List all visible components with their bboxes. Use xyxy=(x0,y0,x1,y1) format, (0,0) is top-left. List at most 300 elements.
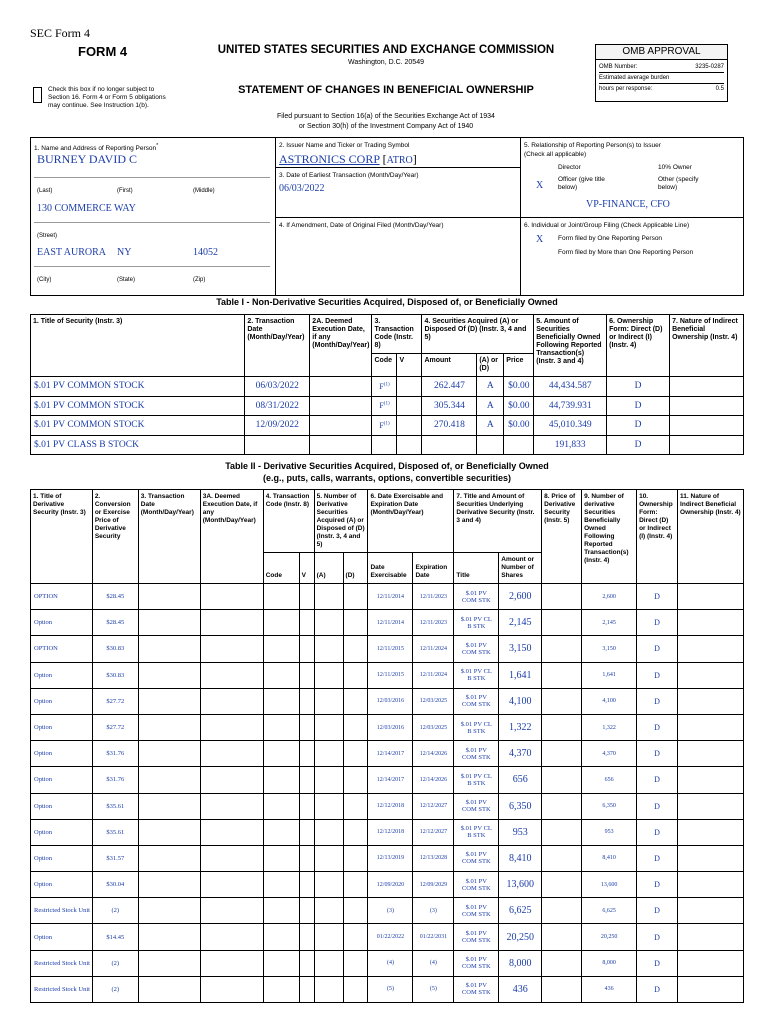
underlying-title: $.01 PV CL B STK xyxy=(454,662,499,688)
amount-owned: 44,739.931 xyxy=(534,396,607,416)
acquired-cell xyxy=(314,819,343,845)
price: $0.00 xyxy=(504,416,534,436)
deemed-date-cell xyxy=(200,714,263,740)
zip-label: (Zip) xyxy=(193,277,206,283)
acquired-cell xyxy=(314,976,343,1002)
transaction-code-value: F xyxy=(379,420,384,430)
transaction-date-cell xyxy=(138,950,200,976)
transaction-date: 08/31/2022 xyxy=(245,396,310,416)
v-cell xyxy=(397,377,422,397)
table-row xyxy=(31,435,744,455)
price-cell xyxy=(542,714,582,740)
transaction-date-cell xyxy=(138,819,200,845)
amount-owned: 45,010.349 xyxy=(534,416,607,436)
divider xyxy=(34,177,270,178)
price-cell xyxy=(542,845,582,871)
disposed-cell xyxy=(343,872,368,898)
underlying-amount: 8,000 xyxy=(499,950,542,976)
acquired-cell xyxy=(314,662,343,688)
amount-owned: 13,600 xyxy=(582,872,637,898)
v-cell xyxy=(299,610,314,636)
transaction-date-cell xyxy=(138,845,200,871)
table-row xyxy=(31,714,744,740)
deemed-date-cell xyxy=(200,662,263,688)
amount-owned: 4,100 xyxy=(582,688,637,714)
underlying-amount: 1,641 xyxy=(499,662,542,688)
acquired-cell xyxy=(314,950,343,976)
underlying-amount: 20,250 xyxy=(499,924,542,950)
conversion-price: $31.57 xyxy=(92,845,138,871)
amount-owned: 8,410 xyxy=(582,845,637,871)
v-cell xyxy=(299,714,314,740)
t2-h-date-ex: Date Exercisable xyxy=(368,553,413,584)
conversion-price: $28.45 xyxy=(92,584,138,610)
no-longer-subject-checkbox[interactable] xyxy=(33,87,42,103)
deemed-date xyxy=(310,377,372,397)
expiration-date: 12/14/2026 xyxy=(413,741,454,767)
t2-h-underlying: 7. Title and Amount of Securities Underlying Derivative Security (Instr. 3 and 4) xyxy=(454,490,542,553)
derivative-title: Option xyxy=(31,793,93,819)
officer-title[interactable]: VP-FINANCE, CFO xyxy=(586,199,670,210)
security-title: $.01 PV COMMON STOCK xyxy=(31,377,245,397)
price-cell xyxy=(542,741,582,767)
disposed-cell xyxy=(343,662,368,688)
conversion-price: $35.61 xyxy=(92,819,138,845)
table-row xyxy=(31,767,744,793)
code-cell xyxy=(263,872,299,898)
expiration-date: (5) xyxy=(413,976,454,1002)
deemed-date-cell xyxy=(200,819,263,845)
date-exercisable: 12/03/2016 xyxy=(368,688,413,714)
acquired-disposed: A xyxy=(477,416,504,436)
more-reporting-persons-option[interactable]: Form filed by More than One Reporting Person xyxy=(558,249,694,256)
nature-cell xyxy=(678,584,744,610)
nature-cell xyxy=(678,898,744,924)
footnote-ref: (1) xyxy=(383,421,390,427)
date-exercisable: 12/09/2020 xyxy=(368,872,413,898)
t1-h-securities: 4. Securities Acquired (A) or Disposed Of (D) (Instr. 3, 4 and 5) xyxy=(422,315,534,354)
amount-owned: 6,350 xyxy=(582,793,637,819)
deemed-date-cell xyxy=(200,688,263,714)
acquired-cell xyxy=(314,872,343,898)
ten-percent-owner-option[interactable]: 10% Owner xyxy=(658,164,692,171)
derivative-title: Option xyxy=(31,845,93,871)
v-cell xyxy=(299,950,314,976)
amount-owned: 3,150 xyxy=(582,636,637,662)
nature-cell xyxy=(678,845,744,871)
table1-non-derivative xyxy=(30,314,744,455)
nature-cell xyxy=(678,819,744,845)
t1-h-price: Price xyxy=(504,354,534,377)
v-cell xyxy=(299,872,314,898)
t2-h-price: 8. Price of Derivative Security (Instr. 5) xyxy=(542,490,582,584)
box5-sub: (Check all applicable) xyxy=(524,151,587,158)
disposed-cell xyxy=(343,898,368,924)
amount-owned: 44,434.587 xyxy=(534,377,607,397)
acquired-cell xyxy=(314,610,343,636)
price xyxy=(504,435,534,455)
street-address[interactable]: 130 COMMERCE WAY xyxy=(37,203,136,214)
ownership-form: D xyxy=(637,610,678,636)
code-cell xyxy=(263,767,299,793)
transaction-code xyxy=(372,435,397,455)
t1-h-date: 2. Transaction Date (Month/Day/Year) xyxy=(245,315,310,377)
price-cell xyxy=(542,872,582,898)
amount-owned: 2,600 xyxy=(582,584,637,610)
ownership-form: D xyxy=(637,662,678,688)
date-exercisable: (4) xyxy=(368,950,413,976)
ownership-form: D xyxy=(637,976,678,1002)
nature-cell xyxy=(678,741,744,767)
v-cell xyxy=(299,662,314,688)
other-option[interactable]: Other (specify below) xyxy=(658,176,699,191)
underlying-amount: 13,600 xyxy=(499,872,542,898)
omb-hours-label: hours per response: xyxy=(599,86,653,92)
table-row xyxy=(31,845,744,871)
nature-cell xyxy=(670,396,744,416)
deemed-date-cell xyxy=(200,872,263,898)
table2-derivative xyxy=(30,489,744,1003)
conversion-price: $30.83 xyxy=(92,636,138,662)
director-option[interactable]: Director xyxy=(558,164,581,171)
table-row xyxy=(31,976,744,1002)
disposed-cell xyxy=(343,688,368,714)
middle-label: (Middle) xyxy=(193,188,215,194)
ownership-form: D xyxy=(637,950,678,976)
underlying-amount: 1,322 xyxy=(499,714,542,740)
conversion-price: (2) xyxy=(92,976,138,1002)
code-cell xyxy=(263,793,299,819)
reporting-person-name[interactable]: BURNEY DAVID C xyxy=(37,152,138,166)
price: $0.00 xyxy=(504,396,534,416)
v-cell xyxy=(299,793,314,819)
acquired-disposed: A xyxy=(477,396,504,416)
zip[interactable]: 14052 xyxy=(193,247,218,258)
derivative-title: Restricted Stock Unit xyxy=(31,898,93,924)
issuer-line: ASTRONICS CORP [ATRO] xyxy=(279,152,417,166)
nature-cell xyxy=(678,872,744,898)
transaction-date: 06/03/2022 xyxy=(245,377,310,397)
disposed-cell xyxy=(343,610,368,636)
disposed-cell xyxy=(343,636,368,662)
deemed-date-cell xyxy=(200,584,263,610)
nature-cell xyxy=(678,976,744,1002)
street-label: (Street) xyxy=(37,233,58,239)
price-cell xyxy=(542,819,582,845)
transaction-code xyxy=(372,377,397,397)
table2-title: Table II - Derivative Securities Acquired, Disposed of, or Beneficially Owned xyxy=(225,461,549,471)
box2-label: 2. Issuer Name and Ticker or Trading Symbol xyxy=(279,142,410,149)
disposed-cell xyxy=(343,950,368,976)
underlying-amount: 656 xyxy=(499,767,542,793)
v-cell xyxy=(299,636,314,662)
amount-owned: 1,641 xyxy=(582,662,637,688)
amount-owned: 656 xyxy=(582,767,637,793)
ticker-symbol[interactable]: ATRO xyxy=(386,155,413,166)
code-cell xyxy=(263,976,299,1002)
ownership-form: D xyxy=(607,396,670,416)
security-title: $.01 PV COMMON STOCK xyxy=(31,416,245,436)
transaction-date-cell xyxy=(138,610,200,636)
expiration-date: 12/11/2024 xyxy=(413,662,454,688)
code-cell xyxy=(263,819,299,845)
one-reporting-person-option[interactable]: Form filed by One Reporting Person xyxy=(558,235,663,242)
table-row xyxy=(31,898,744,924)
v-cell xyxy=(299,688,314,714)
transaction-date-cell xyxy=(138,924,200,950)
underlying-amount: 2,145 xyxy=(499,610,542,636)
box4-label: 4. If Amendment, Date of Original Filed (Month/Day/Year) xyxy=(279,222,444,229)
date-exercisable: 12/11/2015 xyxy=(368,636,413,662)
box3-label: 3. Date of Earliest Transaction (Month/Day/Year) xyxy=(279,172,419,179)
date-exercisable: 12/11/2015 xyxy=(368,662,413,688)
t2-h-conversion: 2. Conversion or Exercise Price of Derivative Security xyxy=(92,490,138,584)
acquired-cell xyxy=(314,767,343,793)
t2-h-nature: 11. Nature of Indirect Beneficial Ownership (Instr. 4) xyxy=(678,490,744,584)
acquired-cell xyxy=(314,793,343,819)
nature-cell xyxy=(678,950,744,976)
underlying-title: $.01 PV COM STK xyxy=(454,741,499,767)
t2-h-code-sub: Code xyxy=(263,553,299,584)
t2-h-deemed: 3A. Deemed Execution Date, if any (Month/Day/Year) xyxy=(200,490,263,584)
t1-h-ad: (A) or (D) xyxy=(477,354,504,377)
underlying-title: $.01 PV COM STK xyxy=(454,636,499,662)
table1-title: Table I - Non-Derivative Securities Acquired, Disposed of, or Beneficially Owned xyxy=(216,297,558,307)
nature-cell xyxy=(670,416,744,436)
table-row xyxy=(31,662,744,688)
divider xyxy=(275,167,520,168)
derivative-title: Option xyxy=(31,688,93,714)
table-row xyxy=(31,950,744,976)
code-cell xyxy=(263,584,299,610)
underlying-title: $.01 PV COM STK xyxy=(454,950,499,976)
ownership-form: D xyxy=(607,435,670,455)
city[interactable]: EAST AURORA xyxy=(37,247,106,258)
underlying-amount: 8,410 xyxy=(499,845,542,871)
table-row xyxy=(31,688,744,714)
disposed-cell xyxy=(343,819,368,845)
transaction-date: 12/09/2022 xyxy=(245,416,310,436)
underlying-title: $.01 PV CL B STK xyxy=(454,610,499,636)
transaction-date-cell xyxy=(138,636,200,662)
transaction-date-cell xyxy=(138,767,200,793)
transaction-date-cell xyxy=(138,741,200,767)
transaction-date xyxy=(245,435,310,455)
amount-owned: 436 xyxy=(582,976,637,1002)
code-cell xyxy=(263,950,299,976)
v-cell xyxy=(397,435,422,455)
acquired-cell xyxy=(314,845,343,871)
table-row xyxy=(31,396,744,416)
amount-owned: 2,145 xyxy=(582,610,637,636)
divider xyxy=(34,222,270,223)
code-cell xyxy=(263,636,299,662)
disposed-cell xyxy=(343,584,368,610)
underlying-title: $.01 PV COM STK xyxy=(454,872,499,898)
price-cell xyxy=(542,636,582,662)
t2-h-number: 5. Number of Derivative Securities Acquired (A) or Disposed of (D) (Instr. 3, 4 and 5) xyxy=(314,490,368,553)
nature-cell xyxy=(678,793,744,819)
omb-approval-box xyxy=(595,44,728,102)
price-cell xyxy=(542,950,582,976)
transaction-code-value: F xyxy=(379,381,384,391)
expiration-date: (4) xyxy=(413,950,454,976)
underlying-title: $.01 PV COM STK xyxy=(454,793,499,819)
t2-h-a: (A) xyxy=(314,553,343,584)
conversion-price: $31.76 xyxy=(92,767,138,793)
underlying-title: $.01 PV COM STK xyxy=(454,898,499,924)
checkbox-note: Check this box if no longer subject to Section 16. Form 4 or Form 5 obligations may continue. See Instruction 1(b). xyxy=(48,86,166,109)
date-exercisable: 12/11/2014 xyxy=(368,584,413,610)
nature-cell xyxy=(670,435,744,455)
expiration-date: 12/11/2023 xyxy=(413,584,454,610)
agency-location: Washington, D.C. 20549 xyxy=(347,59,424,66)
conversion-price: $31.76 xyxy=(92,741,138,767)
amount: 262.447 xyxy=(422,377,477,397)
t1-h-amount: Amount xyxy=(422,354,477,377)
date-exercisable: 12/14/2017 xyxy=(368,767,413,793)
deemed-date-cell xyxy=(200,924,263,950)
price-cell xyxy=(542,767,582,793)
state[interactable]: NY xyxy=(117,247,132,258)
omb-hours-value: 0.5 xyxy=(715,86,724,92)
t1-h-deemed: 2A. Deemed Execution Date, if any (Month/Day/Year) xyxy=(310,315,372,377)
t1-h-form: 6. Ownership Form: Direct (D) or Indirect (I) (Instr. 4) xyxy=(607,315,670,377)
underlying-amount: 2,600 xyxy=(499,584,542,610)
ownership-form: D xyxy=(637,924,678,950)
omb-number-label: OMB Number: xyxy=(599,64,638,70)
ownership-form: D xyxy=(637,819,678,845)
expiration-date: 12/12/2027 xyxy=(413,819,454,845)
code-cell xyxy=(263,662,299,688)
sec-form-label: SEC Form 4 xyxy=(30,26,91,40)
expiration-date: 12/11/2024 xyxy=(413,636,454,662)
price-cell xyxy=(542,793,582,819)
code-cell xyxy=(263,741,299,767)
deemed-date-cell xyxy=(200,767,263,793)
v-cell xyxy=(397,396,422,416)
code-cell xyxy=(263,898,299,924)
nature-cell xyxy=(678,662,744,688)
deemed-date-cell xyxy=(200,741,263,767)
deemed-date xyxy=(310,416,372,436)
transaction-code xyxy=(372,396,397,416)
transaction-date-cell xyxy=(138,584,200,610)
expiration-date: 12/12/2027 xyxy=(413,793,454,819)
nature-cell xyxy=(678,688,744,714)
t1-h-title: 1. Title of Security (Instr. 3) xyxy=(31,315,245,377)
underlying-amount: 953 xyxy=(499,819,542,845)
omb-number-value: 3235-0287 xyxy=(695,64,724,70)
transaction-date-cell xyxy=(138,976,200,1002)
amount-owned: 953 xyxy=(582,819,637,845)
deemed-date xyxy=(310,396,372,416)
expiration-date: 12/11/2023 xyxy=(413,610,454,636)
acquired-cell xyxy=(314,636,343,662)
table-row xyxy=(31,610,744,636)
table-row xyxy=(31,636,744,662)
price-cell xyxy=(542,898,582,924)
derivative-title: Restricted Stock Unit xyxy=(31,976,93,1002)
t1-h-owned: 5. Amount of Securities Beneficially Owned Following Reported Transaction(s) (Instr. 3 and 4) xyxy=(534,315,607,377)
conversion-price: $27.72 xyxy=(92,714,138,740)
derivative-title: Option xyxy=(31,741,93,767)
nature-cell xyxy=(678,636,744,662)
transaction-date-cell xyxy=(138,714,200,740)
disposed-cell xyxy=(343,924,368,950)
officer-option[interactable]: Officer (give title below) xyxy=(558,176,605,191)
derivative-title: Option xyxy=(31,924,93,950)
amount-owned: 8,000 xyxy=(582,950,637,976)
transaction-date-cell xyxy=(138,793,200,819)
earliest-transaction-date[interactable]: 06/03/2022 xyxy=(279,183,325,194)
derivative-title: OPTION xyxy=(31,636,93,662)
transaction-date-cell xyxy=(138,898,200,924)
deemed-date-cell xyxy=(200,898,263,924)
derivative-title: Restricted Stock Unit xyxy=(31,950,93,976)
acquired-cell xyxy=(314,898,343,924)
t1-h-code-sub: Code xyxy=(372,354,397,377)
date-exercisable: 12/12/2018 xyxy=(368,819,413,845)
acquired-cell xyxy=(314,714,343,740)
transaction-date-cell xyxy=(138,662,200,688)
v-cell xyxy=(299,819,314,845)
acquired-cell xyxy=(314,584,343,610)
filed-pursuant-line-2: or Section 30(h) of the Investment Company Act of 1940 xyxy=(298,123,474,130)
acquired-cell xyxy=(314,688,343,714)
derivative-title: Option xyxy=(31,767,93,793)
derivative-title: Option xyxy=(31,872,93,898)
ownership-form: D xyxy=(637,688,678,714)
t1-h-v: V xyxy=(397,354,422,377)
amount xyxy=(422,435,477,455)
date-exercisable: 12/03/2016 xyxy=(368,714,413,740)
v-cell xyxy=(299,741,314,767)
divider xyxy=(275,217,744,218)
underlying-title: $.01 PV COM STK xyxy=(454,584,499,610)
form-name: FORM 4 xyxy=(78,44,128,59)
deemed-date xyxy=(310,435,372,455)
v-cell xyxy=(299,924,314,950)
amount-owned: 20,250 xyxy=(582,924,637,950)
nature-cell xyxy=(678,924,744,950)
officer-check-mark[interactable]: X xyxy=(536,180,544,191)
t2-h-title-col: Title xyxy=(454,553,499,584)
price-cell xyxy=(542,584,582,610)
ownership-form: D xyxy=(637,845,678,871)
issuer-name[interactable]: ASTRONICS CORP xyxy=(279,152,380,166)
t2-h-amount-col: Amount or Number of Shares xyxy=(499,553,542,584)
statement-title: STATEMENT OF CHANGES IN BENEFICIAL OWNERSHIP xyxy=(238,84,534,96)
t2-h-title: 1. Title of Derivative Security (Instr. 3) xyxy=(31,490,93,584)
one-person-check-mark[interactable]: X xyxy=(536,234,544,245)
nature-cell xyxy=(678,767,744,793)
t2-h-v: V xyxy=(299,553,314,584)
t2-h-exp: Expiration Date xyxy=(413,553,454,584)
box6-label: 6. Individual or Joint/Group Filing (Check Applicable Line) xyxy=(524,222,690,229)
t2-h-owned: 9. Number of derivative Securities Beneficially Owned Following Reported Transaction(s) (Instr. 4) xyxy=(582,490,637,584)
conversion-price: $27.72 xyxy=(92,688,138,714)
conversion-price: $28.45 xyxy=(92,610,138,636)
t2-h-exercisable: 6. Date Exercisable and Expiration Date (Month/Day/Year) xyxy=(368,490,454,553)
price-cell xyxy=(542,610,582,636)
omb-burden-label: Estimated average burden xyxy=(599,73,724,84)
omb-title: OMB APPROVAL xyxy=(596,45,727,60)
box1-label: 1. Name and Address of Reporting Person* xyxy=(34,143,159,153)
deemed-date-cell xyxy=(200,845,263,871)
table-row xyxy=(31,377,744,397)
table-row xyxy=(31,872,744,898)
